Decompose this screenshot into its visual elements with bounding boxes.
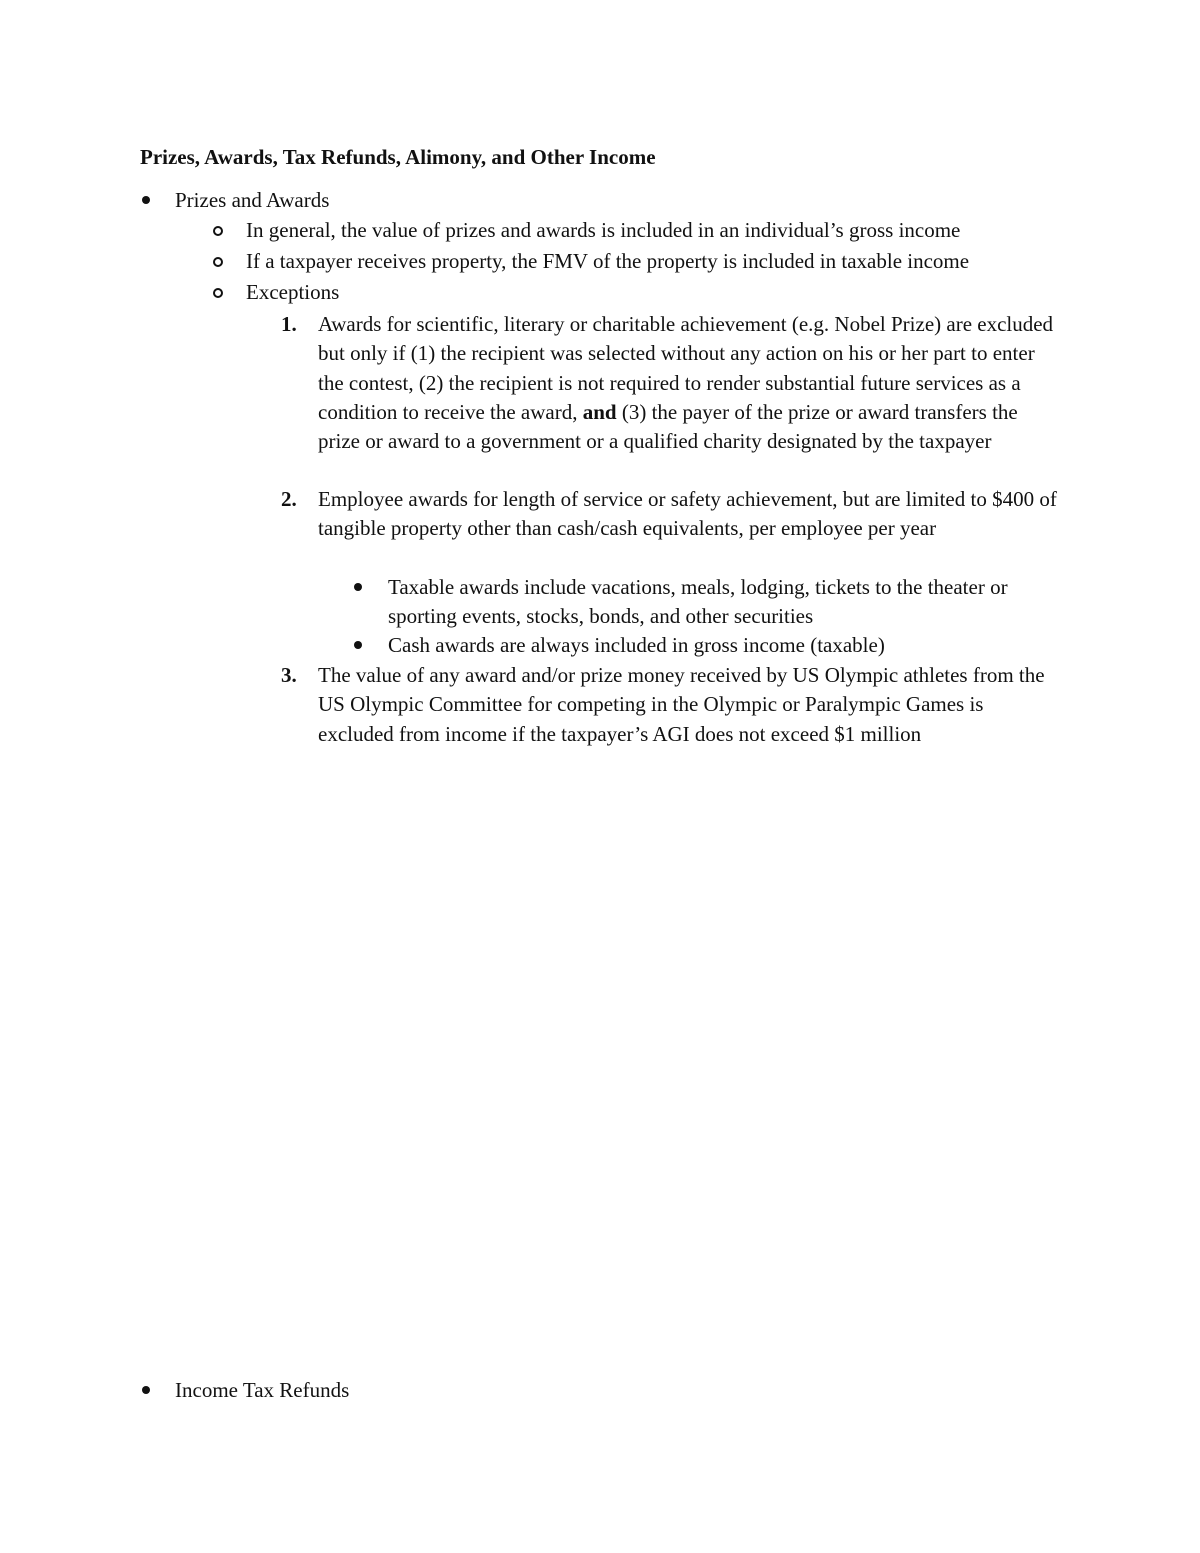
circle-bullet-icon — [213, 226, 223, 236]
list-item-property: If a taxpayer receives property, the FMV of the property is included in taxable income — [246, 249, 970, 273]
bullet-icon — [142, 1386, 150, 1394]
exception-1-bold-and: and — [582, 399, 617, 424]
list-item-income-tax-refunds: Income Tax Refunds — [175, 1378, 350, 1402]
circle-bullet-icon — [213, 257, 223, 267]
list-item-general: In general, the value of prizes and awards is included in an individual’s gross income — [246, 218, 961, 242]
list-item-prizes-awards: Prizes and Awards — [175, 188, 330, 212]
exception-item-2: Employee awards for length of service or safety achievement, but are limited to $400 of tangible property other than cash/cash equivalents, per employee per year — [318, 487, 1057, 541]
exception-number: 1. — [281, 312, 297, 336]
circle-bullet-icon — [213, 288, 223, 298]
bullet-icon — [354, 641, 362, 649]
sub-item-cash-awards: Cash awards are always included in gross income (taxable) — [388, 633, 885, 657]
list-item-exceptions: Exceptions — [246, 280, 340, 304]
sub-item-taxable-awards: Taxable awards include vacations, meals, lodging, tickets to the theater or sporting events, stocks, bonds, and other securities — [388, 575, 1008, 629]
exception-item-1 — [318, 310, 1063, 456]
page-title: Prizes, Awards, Tax Refunds, Alimony, and Other Income — [140, 145, 656, 169]
bullet-icon — [354, 583, 362, 591]
exception-item-3: The value of any award and/or prize money received by US Olympic athletes from the US Olympic Committee for competing in the Olympic or Paralympic Games is excluded from income if the taxpayer’s AGI does not exceed $1 million — [318, 663, 1045, 746]
bullet-icon — [142, 196, 150, 204]
exception-1-text-end: (3) the payer of the prize or award transfers the prize or award to a government or a qualified charity designated by the taxpayer — [318, 399, 1018, 454]
exception-number: 2. — [281, 487, 297, 511]
exception-1-text: Awards for scientific, literary or charitable achievement (e.g. Nobel Prize) are excluded but only if (1) the recipient was selected without any action on his or her part to enter the contest, (2) the recipient is not required to render substantial future services as a condition to receive the award, — [318, 312, 1054, 424]
exception-number: 3. — [281, 663, 297, 687]
